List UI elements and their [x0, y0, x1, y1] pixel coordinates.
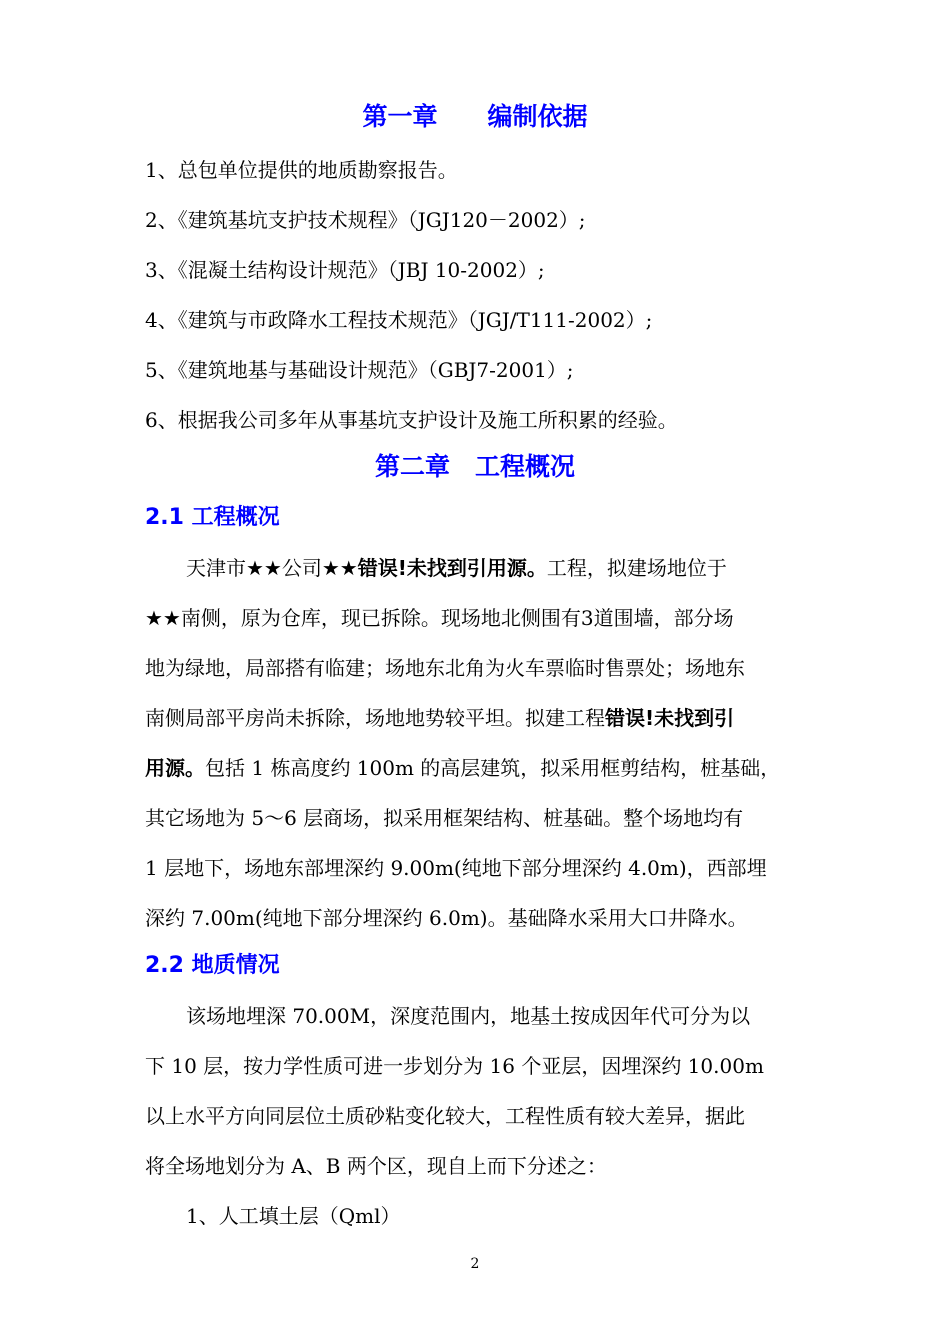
page-number: 2: [470, 1256, 480, 1272]
basis-item-2: 2、《建筑基坑支护技术规程》（JGJ120－2002）;: [145, 208, 586, 232]
paragraph-line: 深约 7.00m(纯地下部分埋深约 6.0m)。基础降水采用大口井降水。: [145, 906, 748, 930]
paragraph-line: 其它场地为 5～6 层商场，拟采用框架结构、桩基础。整个场地均有: [145, 806, 744, 830]
text-run: 工程，拟建场地位于: [546, 556, 727, 580]
reference-error: 错误!未找到引: [605, 706, 735, 730]
basis-item-6: 6、根据我公司多年从事基坑支护设计及施工所积累的经验。: [145, 408, 678, 432]
section-2-1-heading: 2.1 工程概况: [145, 505, 280, 530]
paragraph-line: 下 10 层，按力学性质可进一步划分为 16 个亚层，因埋深约 10.00m: [145, 1054, 764, 1078]
placeholder-stars: ★★: [145, 606, 181, 630]
chapter1-title: 第一章 编制依据: [362, 102, 588, 131]
chapter2-title: 第二章 工程概况: [374, 452, 575, 481]
paragraph-line: [186, 553, 866, 583]
text-run: 天津市: [186, 556, 246, 580]
text-run: 包括 1 栋高度约 100m 的高层建筑，拟采用框剪结构，桩基础，: [205, 756, 781, 780]
text-run: 公司: [281, 556, 322, 580]
section-2-2-heading: 2.2 地质情况: [145, 953, 280, 978]
paragraph-line: 该场地埋深 70.00M，深度范围内，地基土按成因年代可分为以: [186, 1004, 751, 1028]
paragraph-line: 地为绿地，局部搭有临建；场地东北角为火车票临时售票处；场地东: [145, 656, 745, 680]
reference-error: 用源。: [145, 756, 205, 780]
basis-item-4: 4、《建筑与市政降水工程技术规范》（JGJ/T111-2002）;: [145, 308, 653, 332]
paragraph-line: 1、人工填土层（Qml）: [186, 1204, 401, 1228]
paragraph-line: [145, 703, 825, 733]
basis-item-1: 1、总包单位提供的地质勘察报告。: [145, 158, 458, 182]
paragraph-line: [145, 753, 825, 783]
basis-item-5: 5、《建筑地基与基础设计规范》（GBJ7-2001）;: [145, 358, 574, 382]
paragraph-line: 将全场地划分为 A、B 两个区，现自上而下分述之：: [145, 1154, 607, 1178]
paragraph-line: 1 层地下，场地东部埋深约 9.00m(纯地下部分埋深约 4.0m)，西部埋: [145, 856, 767, 880]
text-run: 南侧局部平房尚未拆除，场地地势较平坦。拟建工程: [145, 706, 605, 730]
basis-item-3: 3、《混凝土结构设计规范》（JBJ 10-2002）;: [145, 258, 545, 282]
text-run: 南侧，原为仓库，现已拆除。现场地北侧围有3道围墙，部分场: [180, 606, 734, 630]
placeholder-stars: ★★: [246, 556, 282, 580]
paragraph-line: 以上水平方向同层位土质砂粘变化较大，工程性质有较大差异，据此: [145, 1104, 745, 1128]
paragraph-line: [145, 603, 825, 633]
reference-error: ★★错误!未找到引用源。: [321, 556, 547, 580]
